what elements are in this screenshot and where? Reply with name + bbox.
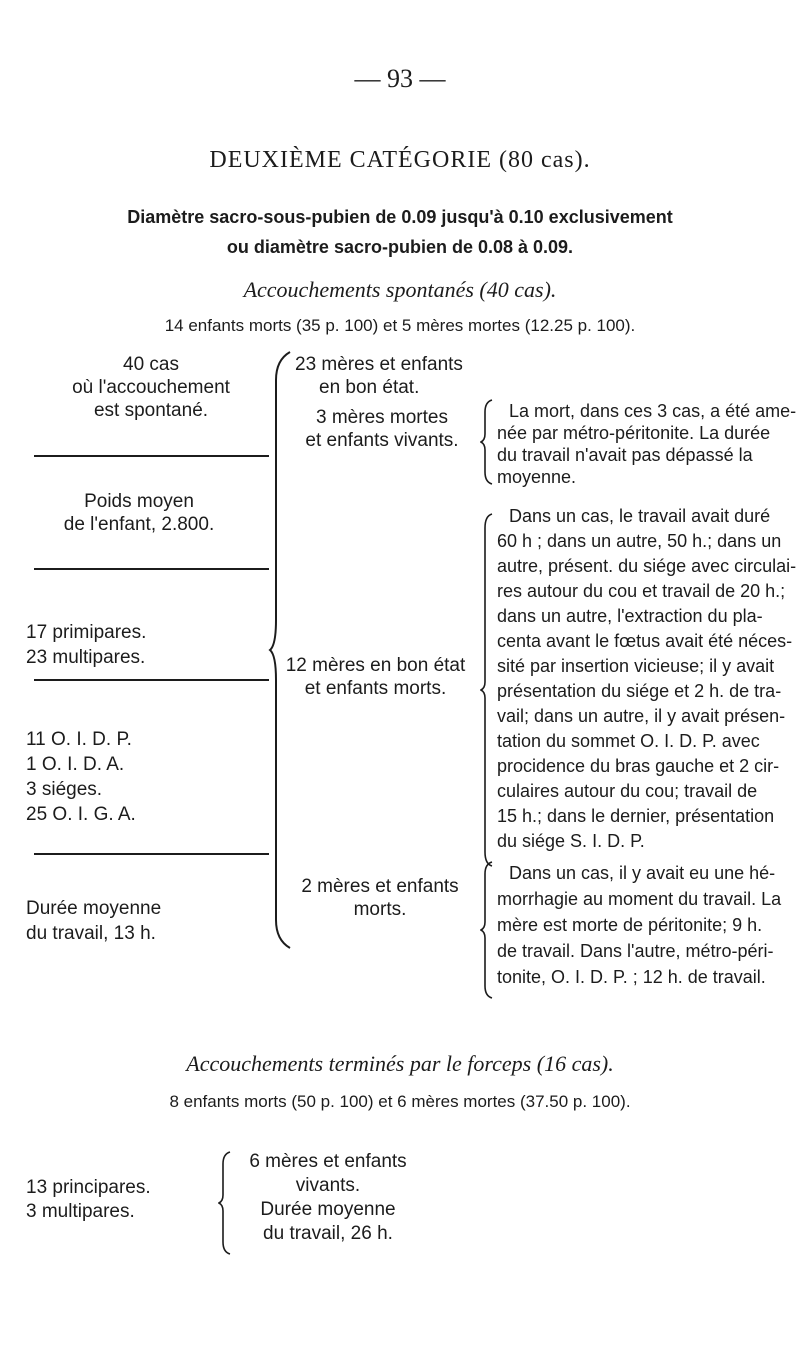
section2-summary: 8 enfants morts (50 p. 100) et 6 mères mortes (37.50 p. 100).	[169, 1092, 631, 1111]
left-line: 3 siéges.	[26, 779, 103, 800]
mid-group-both-dead	[280, 875, 480, 921]
parity-line: 13 principares.	[26, 1177, 151, 1198]
left-line: 1 O. I. D. A.	[26, 754, 125, 775]
mid-line: et enfants morts.	[304, 678, 447, 699]
left-block-duration	[26, 896, 161, 946]
note-line: du travail n'avait pas dépassé la	[497, 445, 753, 465]
left-line: de l'enfant, 2.800.	[63, 514, 215, 535]
note-line: mère est morte de péritonite; 9 h.	[497, 915, 763, 935]
detail-line: Durée moyenne	[260, 1199, 396, 1220]
section1-title: Accouchements spontanés (40 cas).	[243, 277, 557, 302]
note-line: moyenne.	[497, 467, 577, 487]
subheading-line-2: ou diamètre sacro-pubien de 0.08 à 0.09.	[226, 237, 574, 257]
mid-line: 23 mères et enfants	[295, 354, 463, 375]
note-line: présentation du siége et 2 h. de tra-	[497, 681, 782, 701]
divider	[34, 568, 269, 570]
section-heading: DEUXIÈME CATÉGORIE (80 cas).	[209, 147, 591, 173]
mid-line: morts.	[353, 899, 407, 920]
note-line: morrhagie au moment du travail. La	[497, 889, 782, 909]
page-number: — 93 —	[354, 64, 446, 93]
note-children-dead	[497, 504, 796, 854]
left-line: 23 multipares.	[26, 647, 146, 668]
left-line: 40 cas	[123, 354, 179, 375]
note-line: sité par insertion vicieuse; il y avait	[497, 656, 775, 676]
left-line: Poids moyen	[84, 491, 194, 512]
subheading-line-1: Diamètre sacro-sous-pubien de 0.09 jusqu'à 0.10 exclusivement	[127, 207, 673, 227]
mid-line: et enfants vivants.	[305, 430, 459, 451]
mid-line: en bon état.	[319, 377, 420, 398]
detail-line: 6 mères et enfants	[249, 1151, 407, 1172]
mid-group-mothers-dead	[282, 406, 482, 452]
note1-brace	[480, 398, 496, 486]
note2-brace	[480, 512, 496, 868]
note-line: du siége S. I. D. P.	[497, 831, 645, 851]
left-line: 25 O. I. G. A.	[26, 804, 136, 825]
parity-line: 3 multipares.	[26, 1201, 135, 1222]
left-block-weight	[14, 490, 264, 536]
section2-title: Accouchements terminés par le forceps (16 cas).	[186, 1051, 614, 1076]
section2-parity	[26, 1176, 151, 1224]
left-line: est spontané.	[93, 400, 209, 421]
note-line: Dans un cas, le travail avait duré	[509, 506, 771, 526]
mid-line: 12 mères en bon état	[285, 655, 466, 676]
note-line: née par métro-péritonite. La durée	[497, 423, 771, 443]
note-line: centa avant le fœtus avait été néces-	[497, 631, 793, 651]
note-line: autre, présent. du siége avec circulai-	[497, 556, 797, 576]
note-hemorrhage	[497, 860, 781, 990]
mid-group-healthy	[295, 353, 463, 399]
left-line: où l'accouchement	[72, 377, 230, 398]
note-line: Dans un cas, il y avait eu une hé-	[509, 863, 776, 883]
note-line: La mort, dans ces 3 cas, a été ame-	[509, 401, 797, 421]
left-block-cases	[26, 353, 276, 422]
note-line: res autour du cou et travail de 20 h.;	[497, 581, 786, 601]
note-line: de travail. Dans l'autre, métro-péri-	[497, 941, 774, 961]
left-block-parity	[26, 620, 146, 670]
note-line: vail; dans un autre, il y avait présen-	[497, 706, 786, 726]
detail-line: vivants.	[295, 1175, 361, 1196]
divider	[34, 455, 269, 457]
note-line: dans un autre, l'extraction du pla-	[497, 606, 763, 626]
note-line: 15 h.; dans le dernier, présentation	[497, 806, 775, 826]
left-line: du travail, 13 h.	[26, 923, 156, 944]
mid-line: 2 mères et enfants	[301, 876, 459, 897]
note-line: culaires autour du cou; travail de	[497, 781, 758, 801]
note-line: tonite, O. I. D. P. ; 12 h. de travail.	[497, 967, 766, 987]
note-line: procidence du bras gauche et 2 cir-	[497, 756, 780, 776]
mid-line: 3 mères mortes	[316, 407, 448, 428]
divider	[34, 679, 269, 681]
detail-line: du travail, 26 h.	[263, 1223, 393, 1244]
note-line: tation du sommet O. I. D. P. avec	[497, 731, 760, 751]
left-block-presentations	[26, 727, 136, 827]
note3-brace	[480, 860, 496, 1000]
left-line: 17 primipares.	[26, 622, 147, 643]
note-metro-peritonite	[497, 400, 796, 488]
mid-group-children-dead	[268, 654, 483, 700]
divider	[34, 853, 269, 855]
section2-details	[228, 1150, 428, 1246]
section1-summary: 14 enfants morts (35 p. 100) et 5 mères mortes (12.25 p. 100).	[164, 316, 636, 335]
left-line: 11 O. I. D. P.	[26, 729, 132, 750]
left-line: Durée moyenne	[26, 898, 162, 919]
note-line: 60 h ; dans un autre, 50 h.; dans un	[497, 531, 782, 551]
